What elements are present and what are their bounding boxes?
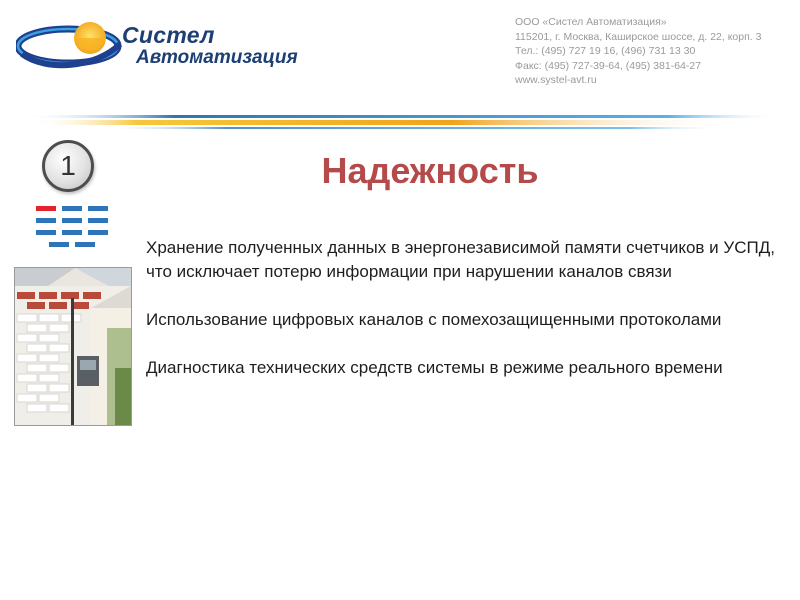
company-fax: Факс: (495) 727-39-64, (495) 381-64-27 — [515, 59, 702, 72]
slide-number-badge: 1 — [42, 140, 94, 192]
slide-body — [146, 236, 786, 404]
slide-title: Надежность — [321, 150, 539, 191]
company-name: ООО «Систел Автоматизация» — [515, 16, 667, 28]
paragraph-digital-channels: Использование цифровых каналов с помехозащищенными протоколами — [146, 310, 722, 329]
company-phone: Тел.: (495) 727 19 16, (496) 731 13 30 — [515, 45, 696, 57]
grid-blocks-icon — [36, 206, 108, 252]
company-contacts — [515, 15, 795, 88]
decorative-stripes — [22, 112, 782, 134]
house-wall-photo-icon — [15, 268, 131, 425]
company-logo — [16, 14, 296, 76]
paragraph-diagnostics: Диагностика технических средств системы в режиме реального времени — [146, 358, 723, 377]
paragraph-data-storage: Хранение полученных данных в энергонезависимой памяти счетчиков и УСПД, что исключает потерю информации при нарушении каналов связи — [146, 238, 775, 281]
logo-emblem-icon — [16, 14, 126, 76]
company-address: 115201, г. Москва, Каширское шоссе, д. 22, корп. 3 — [515, 30, 762, 43]
logo-text-primary: Систел — [122, 22, 215, 48]
meter-installation-photo — [14, 267, 132, 426]
company-website[interactable]: www.systel-avt.ru — [515, 74, 597, 86]
logo-text-secondary: Автоматизация — [136, 47, 298, 68]
